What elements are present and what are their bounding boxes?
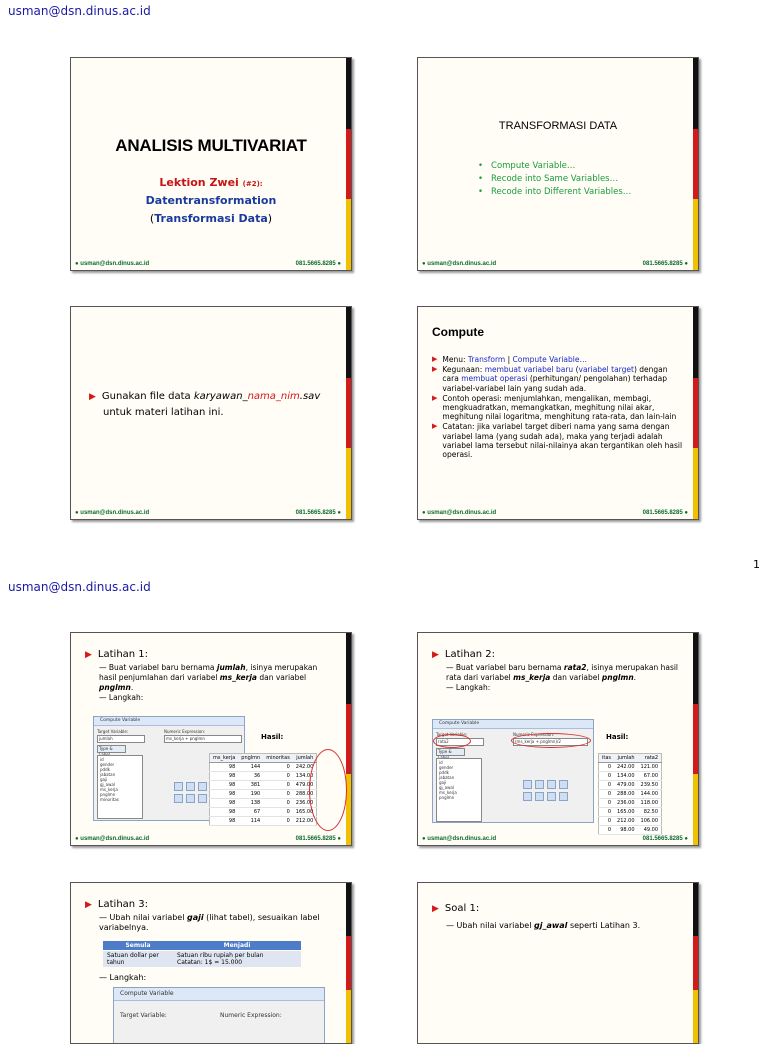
compute-bullets: ▶ Menu: Transform | Compute Variable… ▶ Kegunaan: membuat variabel baru (variabel target) dengan cara membuat operasi (perhitungan/ pengolahan) terhadap variabel-variabel lain yang sudah ada. ▶ Contoh operasi: menjumlahkan, mengalikan, membagi, mengkuadratkan, memangkatkan, meghitung nilai akar, meghitung nilai logaritma, menghitung rata-rata, dan lain-lain ▶ Catatan: jika variabel target diberi nama yang sama dengan variabel lama (yang sudah ada), maka yang terjadi adalah variabel lama tersebut nilai-nilainya akan tergantikan oleh hasil operasi. [432, 355, 683, 460]
slide-heading: ▶ Latihan 3: [85, 899, 149, 910]
exercise-text: — Ubah nilai variabel gj_awal seperti Latihan 3. [446, 921, 641, 930]
langkah-text: — Langkah: [99, 973, 147, 982]
numeric-expression-field: ms_kerja + pnglmn [164, 735, 242, 743]
compute-dialog-screenshot: Compute Variable Target Variable: Numeric Expression: [113, 987, 325, 1044]
page-header-email-2: usman@dsn.dinus.ac.id [8, 580, 151, 594]
slide-footer: ● usman@dsn.dinus.ac.id 081.5665.8285 ● [75, 510, 341, 516]
table-row: 98 381 0 479.00 [210, 781, 317, 790]
bullet-arrow-icon: ▶ [432, 393, 438, 402]
result-label: Hasil: [261, 733, 284, 741]
slide-transformasi [417, 57, 699, 271]
dialog-title: Compute Variable [114, 988, 324, 1001]
slide-latihan-3 [70, 882, 352, 1044]
table-row: 98 114 0 212.00 [210, 817, 317, 826]
highlight-oval [511, 733, 591, 748]
bullet-arrow-icon: ▶ [432, 422, 438, 431]
table-row: 0 479.00 239.50 [599, 781, 662, 790]
result-table: ms_kerja pnglmn minoritas jumlah 98 144 0 242.00 98 36 0 134.00 98 381 0 479.00 98 190 0 288.00 98 138 0 236.00 98 67 0 165.00 98 114 0 212.00 [209, 753, 317, 826]
slide-stripe [693, 883, 698, 1043]
table-row: Satuan dollar per tahun Satuan ribu rupiah per bulan Catatan: 1$ = 15.000 [103, 951, 301, 968]
table-row: 98 36 0 134.00 [210, 772, 317, 781]
type-label-button: Type & [97, 745, 126, 753]
slide-heading: TRANSFORMASI DATA [498, 120, 618, 132]
slide-heading: ▶ Latihan 2: [432, 649, 496, 660]
slide-footer: ● usman@dsn.dinus.ac.id 081.5665.8285 ● [422, 836, 688, 842]
slide-latihan-1 [70, 632, 352, 846]
dialog-title: Compute Variable [433, 720, 593, 729]
slide-title [70, 57, 352, 271]
table-row: 0 236.00 118.00 [599, 799, 662, 808]
slide-stripe [693, 58, 698, 270]
slide-stripe [346, 633, 351, 845]
page-number: 1 [753, 558, 760, 571]
table-row: 0 134.00 67.00 [599, 772, 662, 781]
subtitle-id: (Transformasi Data) [149, 212, 273, 225]
exercise-text: — Buat variabel baru bernama jumlah, isinya merupakan hasil penjumlahan dari variabel ms_kerja dan variabel pnglmn. — Langkah: [99, 663, 318, 702]
slide-gunakan [70, 306, 352, 520]
calculator-buttons [523, 780, 568, 801]
slide-heading: ▶ Soal 1: [432, 903, 480, 914]
result-label: Hasil: [606, 733, 629, 741]
slide-footer: ● usman@dsn.dinus.ac.id 081.5665.8285 ● [75, 836, 341, 842]
instruction-text: ▶ Gunakan file data karyawan_nama_nim.sav untuk materi latihan ini. [89, 391, 321, 418]
target-variable-field: rata2 [436, 738, 484, 746]
table-row: 0 98.00 49.00 [599, 826, 662, 835]
bullet-arrow-icon: ▶ [89, 392, 96, 402]
table-row: 98 138 0 236.00 [210, 799, 317, 808]
bullet-arrow-icon: ▶ [432, 365, 438, 374]
highlight-oval [309, 749, 347, 831]
slide-stripe [346, 307, 351, 519]
conversion-table: Semula Menjadi Satuan dollar per tahun Satuan ribu rupiah per bulan Catatan: 1$ = 15.000 [103, 941, 301, 967]
result-table: itas jumlah rata2 0 242.00 121.00 0 134.00 67.00 0 479.00 239.50 0 288.00 144.00 0 236.00 118.00 0 165.00 82.50 0 212.00 106.00 0 98.00 49.00 [598, 753, 662, 835]
slide-latihan-2 [417, 632, 699, 846]
exercise-text: — Buat variabel baru bernama rata2, isinya merupakan hasil rata dari variabel ms_kerja dan variabel pnglmn. — Langkah: [446, 663, 679, 692]
slide-soal-1 [417, 882, 699, 1044]
slide-compute [417, 306, 699, 520]
exercise-text: — Ubah nilai variabel gaji (lihat tabel), sesuaikan label variabelnya. [99, 913, 320, 932]
slide-footer: ● usman@dsn.dinus.ac.id 081.5665.8285 ● [75, 261, 341, 267]
table-row: 98 144 0 242.00 [210, 763, 317, 772]
slide-stripe [346, 58, 351, 270]
slide-heading: ▶ Latihan 1: [85, 649, 149, 660]
list-item: • Recode into Same Variables… [478, 173, 631, 186]
table-row: 98 190 0 288.00 [210, 790, 317, 799]
numeric-expression-field: (ms_kerja + pnglmn)/2 [513, 738, 588, 746]
variable-list: id gender pddk jabatan gaji gj_awal ms_kerja pnglmn minoritas [97, 755, 143, 819]
list-item: • Compute Variable… [478, 160, 631, 173]
slide-heading: Compute [432, 325, 484, 339]
highlight-oval [433, 734, 471, 748]
slide-stripe [346, 883, 351, 1043]
menu-options-list [478, 160, 631, 199]
variable-list: id gender pddk jabatan gaji gj_awal ms_kerja pnglmn [436, 758, 482, 822]
page-header-email: usman@dsn.dinus.ac.id [8, 4, 151, 18]
slide-main-title: ANALISIS MULTIVARIAT [115, 136, 307, 155]
target-variable-field: jumlah [97, 735, 145, 743]
slide-footer: ● usman@dsn.dinus.ac.id 081.5665.8285 ● [422, 510, 688, 516]
slide-stripe [693, 633, 698, 845]
table-row: 0 212.00 106.00 [599, 817, 662, 826]
table-row: 0 288.00 144.00 [599, 790, 662, 799]
table-row: 0 165.00 82.50 [599, 808, 662, 817]
table-row: 98 67 0 165.00 [210, 808, 317, 817]
dialog-title: Compute Variable [94, 717, 244, 726]
list-item: • Recode into Different Variables… [478, 186, 631, 199]
slide-footer: ● usman@dsn.dinus.ac.id 081.5665.8285 ● [422, 261, 688, 267]
lektion-label: Lektion Zwei (#2): [159, 176, 263, 189]
slide-stripe [693, 307, 698, 519]
compute-dialog-screenshot: Compute Variable Target Variable: jumlah Numeric Expression: ms_kerja + pnglmn Type & id gender pddk jabatan gaji gj_awal ms_kerja pnglmn minoritas [93, 716, 245, 821]
compute-dialog-screenshot: Compute Variable Target Variable: rata2 Numeric Expression: (ms_kerja + pnglmn)/2 Type & id gender pddk jabatan gaji gj_awal ms_kerja pnglmn [432, 719, 594, 823]
subtitle-de: Datentransformation [145, 194, 277, 207]
type-label-button: Type & [436, 748, 465, 756]
bullet-arrow-icon: ▶ [432, 355, 438, 363]
table-row: 0 242.00 121.00 [599, 763, 662, 772]
